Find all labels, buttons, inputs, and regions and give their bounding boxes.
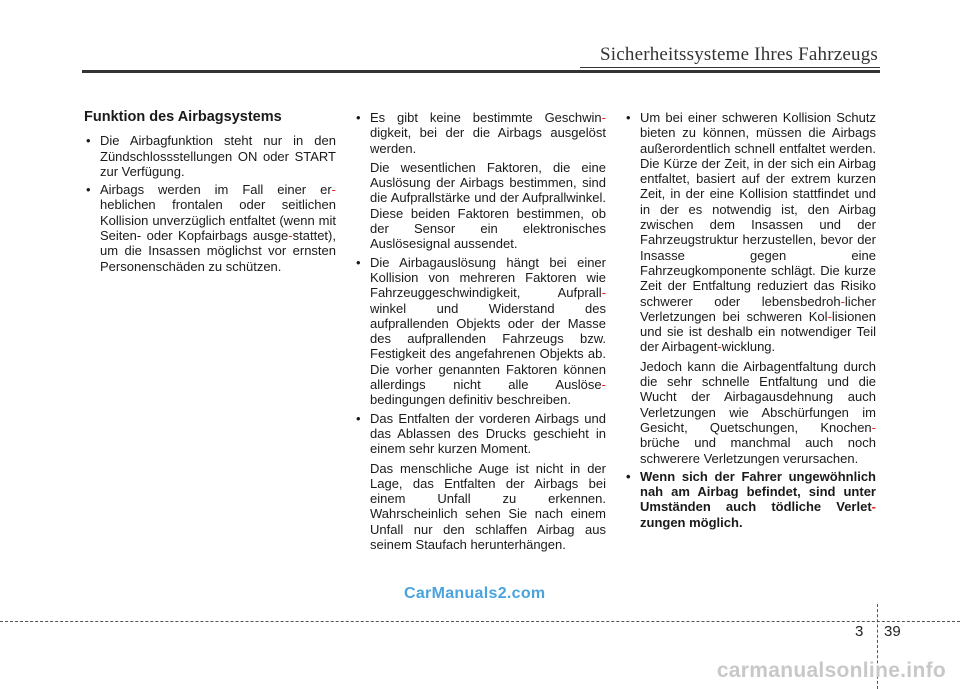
footer-dashed-rule — [0, 621, 960, 622]
bullet-list — [624, 469, 876, 530]
bullet-icon: • — [86, 133, 91, 149]
header-rule-thin — [580, 67, 880, 68]
hyphen-mark: - — [601, 377, 606, 393]
list-item-text: lisionen und sie ist deshalb ein notwendiger Teil der Airbagent — [640, 308, 876, 355]
list-item-text: heblichen frontalen oder seitlichen Kollision unverzüglich entfaltet (wenn mit Seiten- oder Kopfairbags ausge — [100, 197, 336, 244]
paragraph: Das menschliche Auge ist nicht in der Lage, das Entfalten der Airbags bei einem Unfall zu erkennen. Wahrscheinlich sehen Sie nach einem Unfall nur den schlaffen Airbag aus seinem Staufach herunterhängen. — [370, 460, 606, 553]
list-item-text: wicklung. — [721, 339, 776, 355]
bullet-icon: • — [356, 254, 361, 270]
bullet-icon: • — [356, 410, 361, 426]
list-item-text: winkel und Widerstand des aufprallenden Objekts oder der Masse des aufprallenden Fahrzeugs bzw. Festigkeit des angefahrenen Objekts ab. Die vorher genannten Faktoren können allerdings nicht alle Auslöse — [370, 300, 606, 393]
list-item — [84, 182, 336, 274]
list-item-text: Die Airbagfunktion steht nur in den Zündschlossstellungen ON oder START zur Verfügung. — [100, 133, 336, 179]
bullet-icon: • — [86, 182, 91, 198]
hyphen-mark: - — [717, 339, 722, 355]
list-item — [84, 133, 336, 179]
list-item — [354, 110, 606, 156]
hyphen-mark: - — [871, 419, 876, 435]
paragraph: Die wesentlichen Faktoren, die eine Auslösung der Airbags bestimmen, sind die Aufprallstärke und der Aufprallwinkel. Diese beiden Faktoren bestimmen, ob der Sensor ein elektronisches Auslösesignal aussendet. — [370, 159, 606, 252]
paragraph — [640, 359, 876, 466]
list-item-text: Die Airbagauslösung hängt bei einer Kollision von mehreren Faktoren wie Fahrzeuggeschwindigkeit, Aufprall — [370, 254, 606, 301]
bullet-icon: • — [356, 110, 361, 125]
list-item — [624, 110, 876, 355]
hyphen-mark: - — [871, 499, 876, 515]
list-item-text: Das Entfalten der vorderen Airbags und das Ablassen des Drucks geschieht in einem sehr kurzen Moment. — [370, 410, 606, 457]
list-item-text: bedingungen definitiv beschreiben. — [370, 392, 571, 408]
section-heading: Funktion des Airbagsystems — [84, 109, 282, 125]
bullet-icon: • — [626, 110, 631, 125]
list-item-text: licher Verletzungen bei schweren Kol — [640, 293, 876, 324]
header-rule — [82, 70, 880, 73]
column-2 — [354, 110, 606, 555]
watermark-carmanuals2[interactable]: CarManuals2.com — [404, 585, 546, 602]
bullet-list — [84, 133, 336, 274]
list-item-text: digkeit, bei der die Airbags ausgelöst werden. — [370, 125, 606, 156]
page-header-title: Sicherheitssysteme Ihres Fahrzeugs — [599, 44, 878, 65]
hyphen-mark: - — [601, 110, 606, 125]
hyphen-mark: - — [601, 285, 606, 301]
list-item-text: Um bei einer schweren Kollision Schutz bieten zu können, müssen die Airbags außerordentlich schnell entfaltet werden. Die Kürze der Zeit, in der sich ein Airbag entfaltet, basiert auf der extrem kurzen Zeit, in der eine Kollision stattfindet und in der es notwendig ist, den Airbag zwischen dem Insassen und der Fahrzeugstruktur herzustellen, bevor der Insasse gegen eine Fahrzeugkomponente schlägt. Die kurze Zeit der Entfaltung reduziert das Risiko schwerer oder lebensbedroh — [640, 110, 876, 309]
bullet-list — [354, 110, 606, 156]
list-item — [354, 411, 606, 457]
hyphen-mark: - — [840, 293, 845, 309]
hyphen-mark: - — [827, 308, 832, 324]
column-3 — [624, 110, 876, 533]
column-1 — [84, 110, 336, 277]
list-item-text: Airbags werden im Fall einer er — [100, 182, 332, 198]
list-item-text: stattet), um die Insassen möglichst vor ernsten Personenschäden zu schützen. — [100, 228, 336, 274]
paragraph-text: brüche und manchmal auch noch schwerere Verletzungen verursachen. — [640, 435, 876, 466]
hyphen-mark: - — [331, 182, 336, 198]
bullet-list — [624, 110, 876, 355]
page-number: 39 — [884, 623, 901, 640]
list-item-text: Es gibt keine bestimmte Geschwin — [370, 110, 602, 125]
list-item-text: zungen möglich. — [640, 514, 743, 530]
chapter-number: 3 — [855, 623, 864, 640]
list-item-warning — [624, 469, 876, 530]
bullet-icon: • — [626, 468, 631, 484]
hyphen-mark: - — [288, 228, 293, 244]
list-item-text: Wenn sich der Fahrer ungewöhnlich nah am Airbag befindet, sind unter Umständen auch tödliche Verlet — [640, 468, 876, 515]
watermark-carmanualsonline[interactable]: carmanualsonline.info — [716, 659, 946, 682]
list-item — [354, 255, 606, 408]
paragraph-text: Jedoch kann die Airbagentfaltung durch die sehr schnelle Entfaltung und die Wucht der Airbagausdehnung auch Verletzungen wie Abschürfungen im Gesicht, Quetschungen, Knochen — [640, 358, 876, 435]
bullet-list — [354, 255, 606, 457]
